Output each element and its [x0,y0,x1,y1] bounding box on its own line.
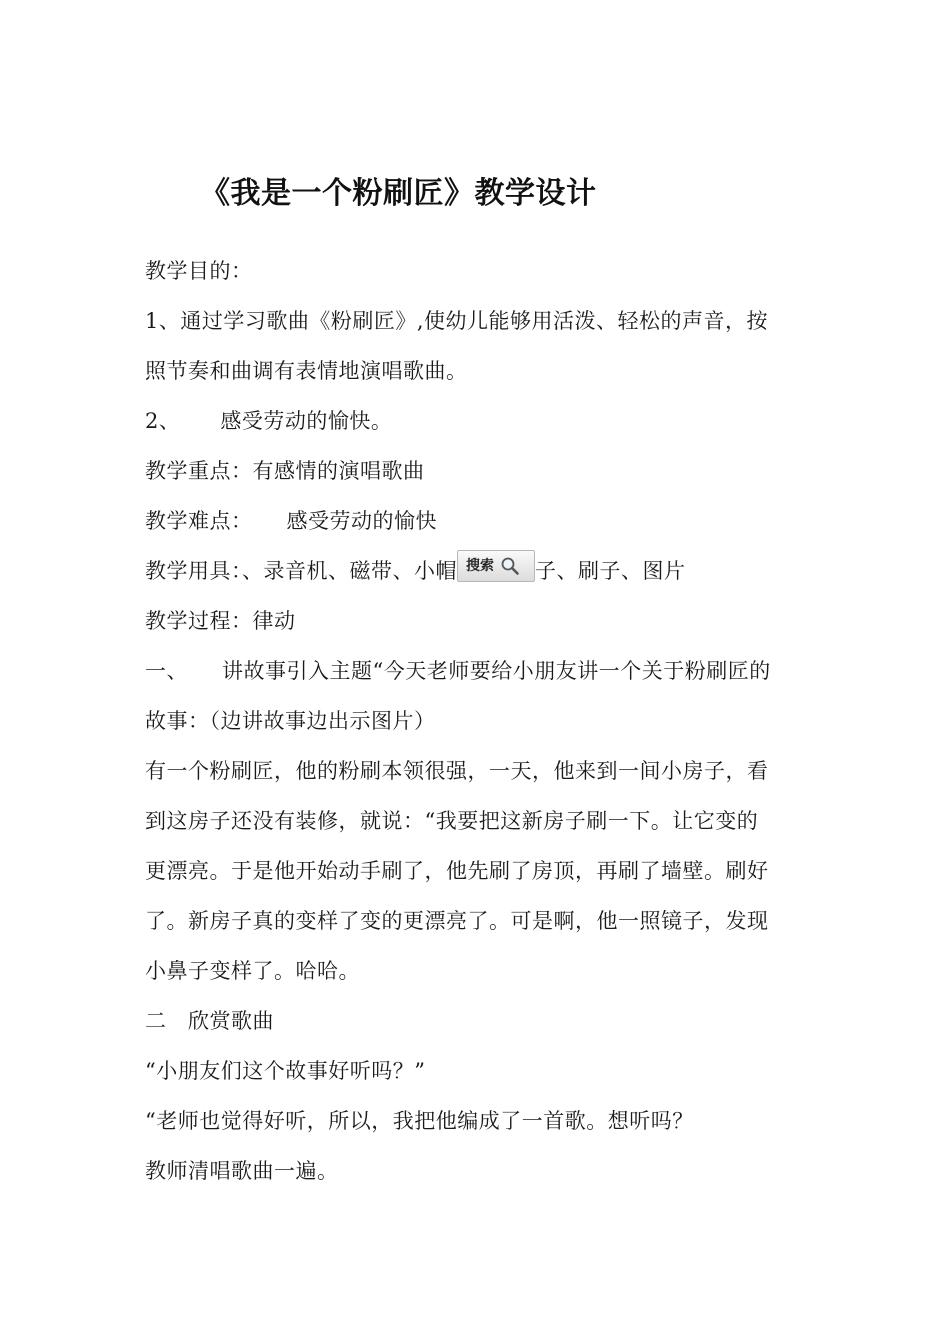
tools-text-end: 子、刷子、图片 [535,559,686,583]
search-button[interactable] [457,550,535,582]
document-body [145,246,805,1196]
process: 教学过程：律动 [145,609,296,633]
document-title: 《我是一个粉刷匠》教学设计 [200,176,597,211]
story-line-4: 了。新房子真的变样了变的更漂亮了。可是啊，他一照镜子，发现 [145,909,769,933]
search-button-label: 搜索 [466,558,494,574]
story-line-2: 到这房子还没有装修，就说：“我要把这新房子刷一下。让它变的 [145,809,759,833]
quote-2: “老师也觉得好听，所以，我把他编成了一首歌。想听吗？ [145,1109,694,1133]
goal-1-line-2: 照节奏和曲调有表情地演唱歌曲。 [145,359,468,383]
step-1-line-2: 故事：（边讲故事边出示图片） [145,709,436,733]
story-line-5: 小鼻子变样了。哈哈。 [145,959,360,983]
story-line-3: 更漂亮。于是他开始动手刷了，他先刷了房顶，再刷了墙壁。刷好 [145,859,769,883]
goal-2-text: 感受劳动的愉快。 [220,409,393,433]
difficulty-text: 感受劳动的愉快 [286,509,437,533]
step-1-number: 一、 [145,659,188,683]
goal-heading: 教学目的： [145,259,253,283]
goal-2 [145,396,805,446]
quote-1: “小朋友们这个故事好听吗？” [145,1059,426,1083]
story-line-1: 有一个粉刷匠，他的粉刷本领很强，一天，他来到一间小房子，看 [145,759,769,783]
step-2: 二 欣赏歌曲 [145,1009,274,1033]
tools [145,546,805,596]
magnifier-icon [500,556,520,576]
key-point: 教学重点：有感情的演唱歌曲 [145,459,425,483]
closing-line: 教师清唱歌曲一遍。 [145,1159,339,1183]
step-1-line-1 [145,646,805,696]
goal-2-number: 2、 [145,409,181,433]
difficulty-label: 教学难点： [145,509,253,533]
difficulty [145,496,805,546]
tools-text-start: 教学用具：、录音机、磁带、小帽 [145,559,457,583]
step-1-text: 讲故事引入主题“今天老师要给小朋友讲一个关于粉刷匠的 [222,659,771,683]
goal-1-line-1: 1、通过学习歌曲《粉刷匠》,使幼儿能够用活泼、轻松的声音，按 [145,309,769,333]
